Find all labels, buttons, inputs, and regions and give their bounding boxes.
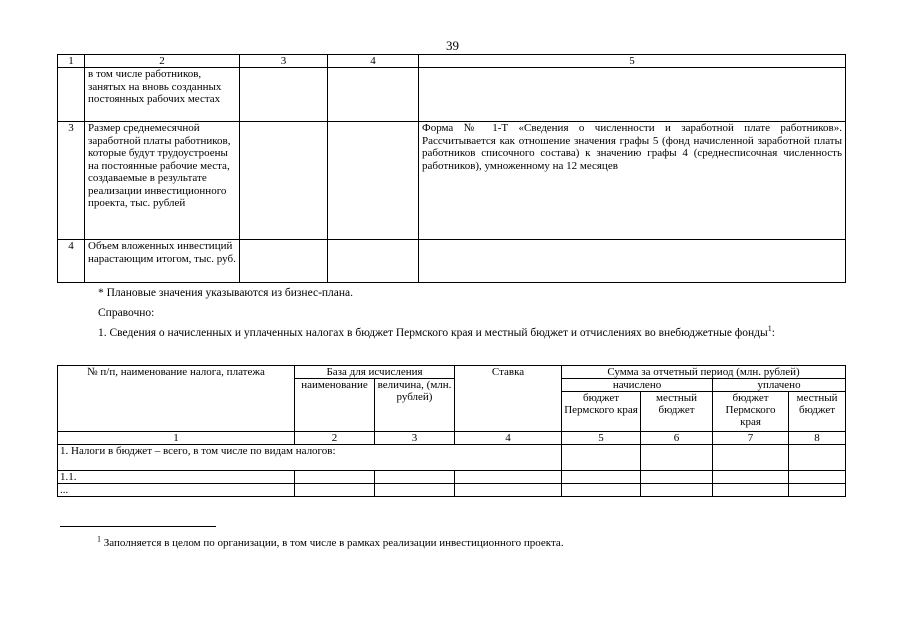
- table-cell: [240, 240, 328, 283]
- row-number: 4: [58, 240, 85, 283]
- row-number: [58, 68, 85, 122]
- table-cell: [295, 471, 375, 484]
- section-1-text: [60, 326, 845, 340]
- table-cell: [562, 471, 641, 484]
- section-1-tail: :: [771, 327, 775, 339]
- footnote-text: Заполняется в целом по организации, в том числе в рамках реализации инвестиционного проекта.: [103, 537, 564, 549]
- indicator-name: Объем вложенных инвестиций нарастающим итогом, тыс. руб.: [85, 240, 240, 283]
- table-cell: [713, 445, 789, 471]
- column-number: 1: [58, 432, 295, 445]
- footnote-separator: [60, 526, 216, 527]
- table-cell: [562, 484, 641, 497]
- column-number: 3: [375, 432, 455, 445]
- table-cell: [240, 122, 328, 240]
- table-cell: [375, 484, 455, 497]
- column-number: 7: [713, 432, 789, 445]
- header-base: База для исчисления: [295, 366, 455, 379]
- page-number: 39: [446, 38, 459, 53]
- row-label: 1. Налоги в бюджет – всего, в том числе по видам налогов:: [58, 445, 562, 471]
- row-label: ...: [58, 484, 295, 497]
- table-row: [58, 445, 846, 471]
- table-cell: [713, 484, 789, 497]
- column-number: 1: [58, 55, 85, 68]
- header-rate: Ставка: [455, 366, 562, 432]
- table-row: [58, 122, 846, 240]
- header-accrued: начислено: [562, 379, 713, 392]
- table-cell: [789, 471, 846, 484]
- indicator-name: Размер среднемесячной заработной платы работников, которые будут трудоустроены на постоянные рабочие места, создаваемые в результате реализации инвестиционного проекта, тыс. рублей: [85, 122, 240, 240]
- column-number: 8: [789, 432, 846, 445]
- header-num-name: № п/п, наименование налога, платежа: [58, 366, 295, 432]
- taxes-table: [57, 365, 846, 497]
- section-1-body: 1. Сведения о начисленных и уплаченных налогах в бюджет Пермского края и местный бюджет и отчислениях во внебюджетные фонды: [98, 327, 768, 339]
- header-paid: уплачено: [713, 379, 846, 392]
- indicators-table: [57, 54, 846, 283]
- table-row: [58, 484, 846, 497]
- header-base-name: наименование: [295, 379, 375, 432]
- table-cell: [328, 122, 419, 240]
- footnote: [97, 534, 564, 549]
- table-cell: [419, 240, 846, 283]
- row-number: 3: [58, 122, 85, 240]
- table-cell: [641, 471, 713, 484]
- table-cell: [789, 484, 846, 497]
- table-cell: [295, 484, 375, 497]
- column-number: 5: [562, 432, 641, 445]
- table-cell: [562, 445, 641, 471]
- header-budget-perm: бюджет Пермского края: [713, 392, 789, 432]
- table-cell: [455, 484, 562, 497]
- column-number: 4: [328, 55, 419, 68]
- table-cell: [419, 68, 846, 122]
- table-cell: [641, 445, 713, 471]
- footnote-ref: 1: [767, 324, 772, 334]
- header-budget-perm: бюджет Пермского края: [562, 392, 641, 432]
- table-cell: [328, 240, 419, 283]
- planned-values-note: * Плановые значения указываются из бизнес-плана.: [98, 287, 354, 299]
- table-cell: [455, 471, 562, 484]
- column-numbers-row: [58, 432, 846, 445]
- source-description: Форма № 1-Т «Сведения о численности и заработной плате работников». Рассчитывается как отношение значения графы 5 (фонд начисленной заработной платы работников списочного состава) к значению графы 4 (среднесписочная численность работников), умноженному на 12 месяцев: [419, 122, 846, 240]
- header-budget-local: местный бюджет: [789, 392, 846, 432]
- column-number: 2: [85, 55, 240, 68]
- reference-label: Справочно:: [98, 307, 155, 319]
- table-row: [58, 240, 846, 283]
- row-label: 1.1.: [58, 471, 295, 484]
- table-cell: [375, 471, 455, 484]
- column-number: 2: [295, 432, 375, 445]
- column-number: 5: [419, 55, 846, 68]
- table-header-row: [58, 366, 846, 379]
- header-sum: Сумма за отчетный период (млн. рублей): [562, 366, 846, 379]
- header-budget-local: местный бюджет: [641, 392, 713, 432]
- column-number: 4: [455, 432, 562, 445]
- footnote-mark: 1: [97, 534, 101, 544]
- column-number: 3: [240, 55, 328, 68]
- table-header-row: [58, 55, 846, 68]
- table-cell: [713, 471, 789, 484]
- table-cell: [240, 68, 328, 122]
- table-row: [58, 68, 846, 122]
- column-number: 6: [641, 432, 713, 445]
- header-base-value: величина, (млн. рублей): [375, 379, 455, 432]
- table-row: [58, 471, 846, 484]
- table-cell: [789, 445, 846, 471]
- indicator-name: в том числе работников, занятых на вновь созданных постоянных рабочих местах: [85, 68, 240, 122]
- table-cell: [328, 68, 419, 122]
- table-cell: [641, 484, 713, 497]
